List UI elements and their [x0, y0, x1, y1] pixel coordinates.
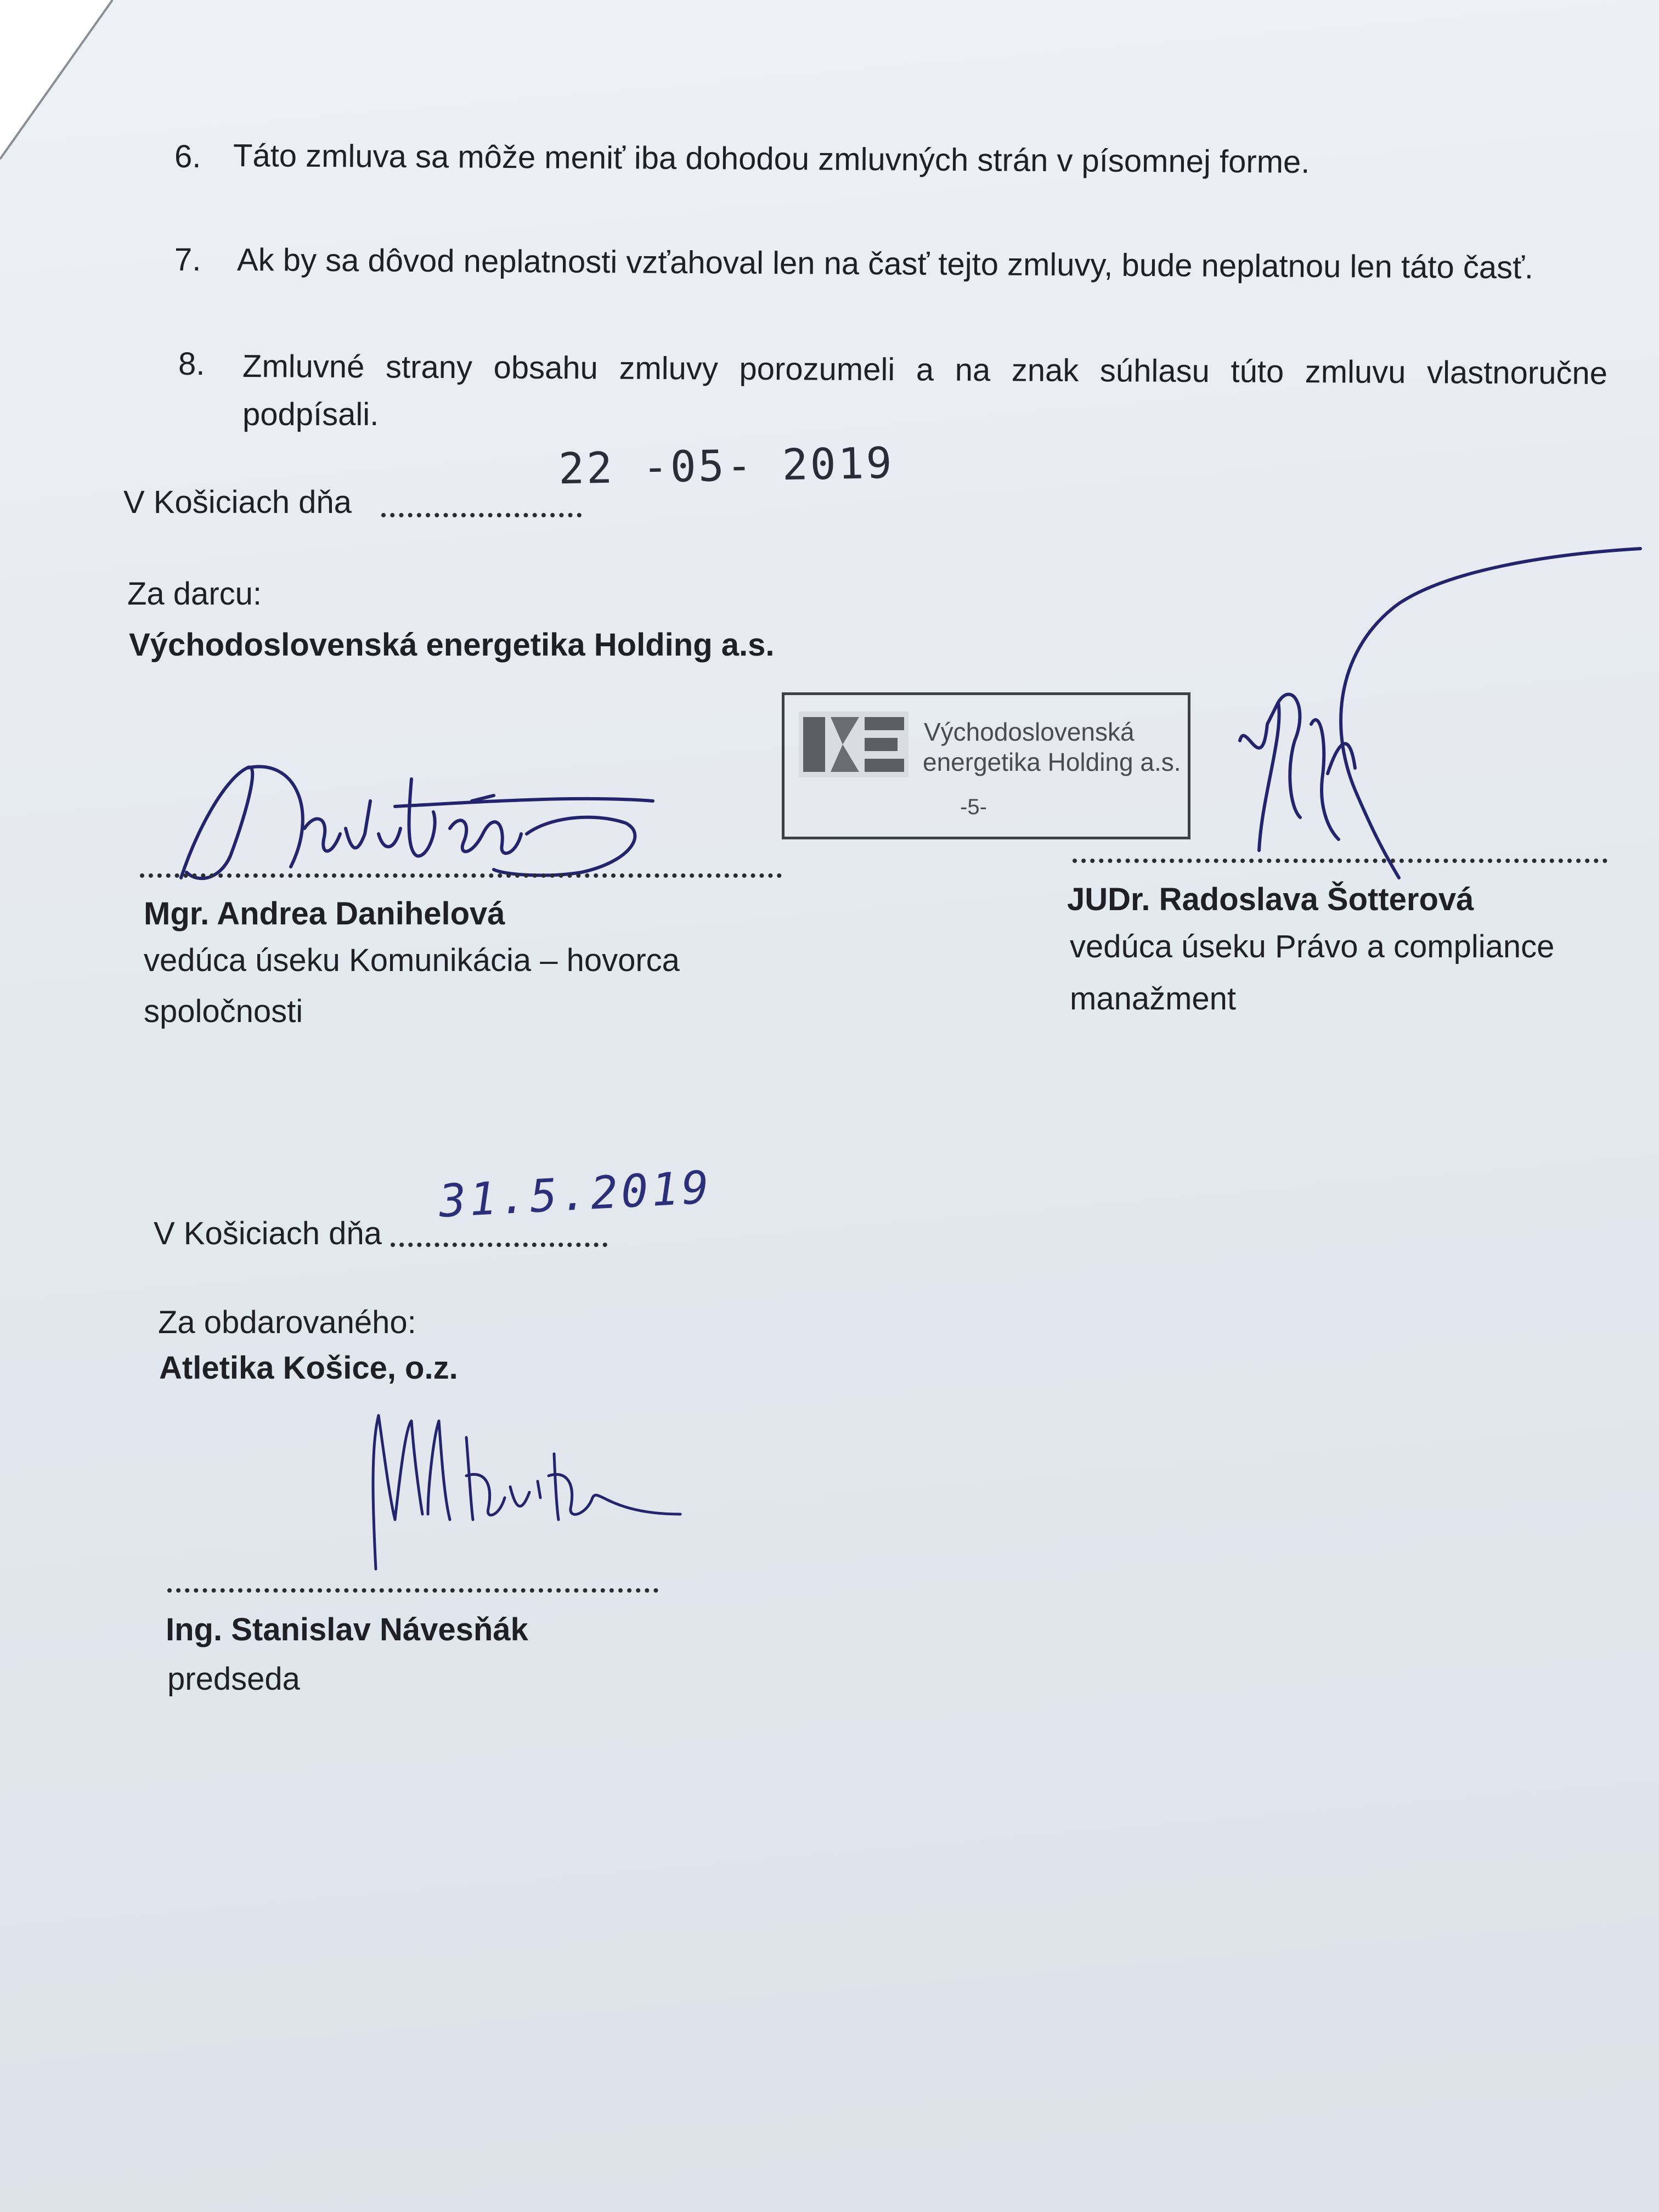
signature-line-1	[140, 873, 782, 878]
recipient-signatory-name: Ing. Stanislav Návesňák	[166, 1612, 528, 1647]
stamp-line-1: Východoslovenská	[924, 718, 1135, 746]
signatory-2-title-line1: vedúca úseku Právo a compliance	[1070, 929, 1555, 964]
recipient-date-handwritten: 31.5.2019	[437, 1161, 714, 1228]
donor-date-stamp: 22 -05- 2019	[558, 438, 895, 494]
signature-line-3	[167, 1588, 658, 1593]
vse-logo-icon	[799, 712, 909, 777]
clause-7-number: 7.	[174, 242, 201, 278]
signatory-1-title-line1: vedúca úseku Komunikácia – hovorca	[144, 943, 680, 978]
clause-8-number: 8.	[178, 346, 205, 382]
recipient-role-label: Za obdarovaného:	[158, 1305, 416, 1340]
recipient-date-dotted-line	[391, 1243, 607, 1247]
clause-8-text-line2: podpísali.	[242, 397, 379, 432]
signatory-2-title-line2: manažment	[1070, 981, 1237, 1017]
stamp-line-2: energetika Holding a.s.	[923, 748, 1181, 776]
company-stamp	[782, 692, 1190, 839]
signature-sotterova	[1218, 543, 1651, 894]
signature-navesnak	[351, 1404, 691, 1580]
signature-line-2	[1073, 859, 1607, 863]
signatory-2-name: JUDr. Radoslava Šotterová	[1067, 882, 1474, 917]
clause-6-number: 6.	[174, 139, 201, 174]
donor-date-dotted-line	[381, 513, 582, 517]
signatory-1-title-line2: spoločnosti	[144, 994, 303, 1029]
clause-7-text: Ak by sa dôvod neplatnosti vzťahoval len na časť tejto zmluvy, bude neplatnou len táto časť.	[236, 242, 1534, 286]
donor-role-label: Za darcu:	[127, 576, 262, 612]
recipient-signatory-title: predseda	[167, 1661, 300, 1697]
recipient-organization: Atletika Košice, o.z.	[159, 1350, 458, 1386]
donor-organization: Východoslovenská energetika Holding a.s.	[129, 627, 775, 663]
signature-danihelova	[165, 746, 669, 889]
clause-6-text: Táto zmluva sa môže meniť iba dohodou zmluvných strán v písomnej forme.	[233, 138, 1310, 180]
donor-place-label: V Košiciach dňa	[123, 484, 352, 520]
signatory-1-name: Mgr. Andrea Danihelová	[144, 896, 505, 932]
stamp-number: -5-	[960, 795, 987, 819]
clause-8-text-line1: Zmluvné strany obsahu zmluvy porozumeli a na znak súhlasu túto zmluvu vlastnoručne	[242, 348, 1608, 392]
recipient-place-label: V Košiciach dňa	[154, 1216, 382, 1251]
